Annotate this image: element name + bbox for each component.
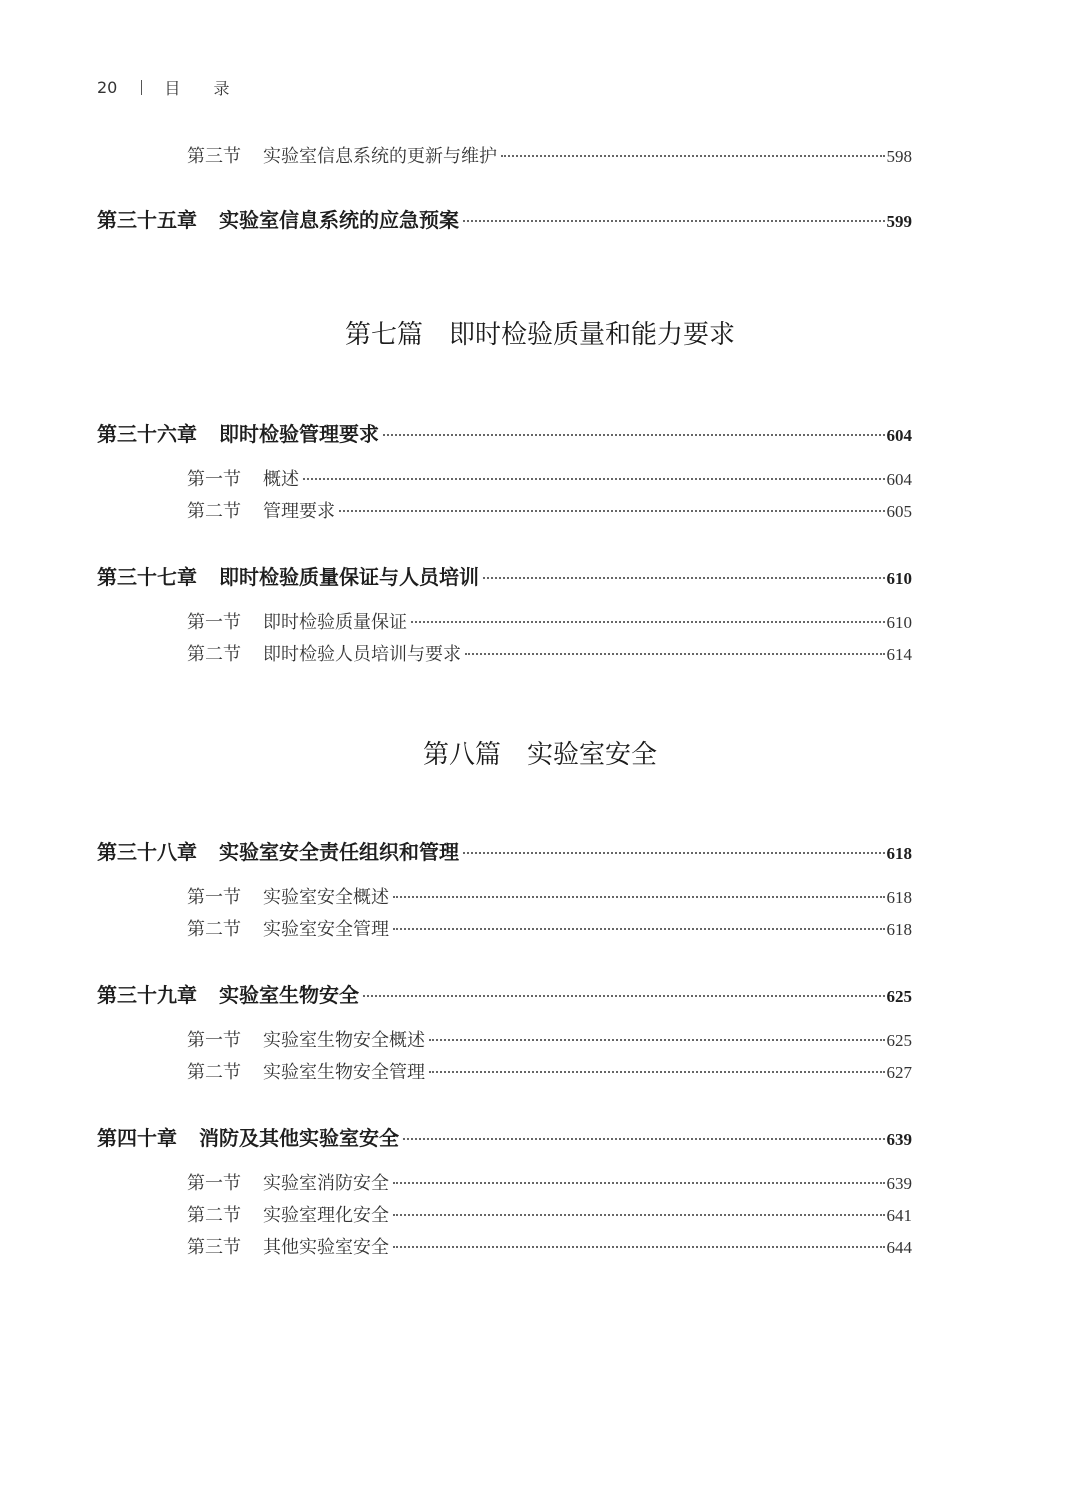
header-divider — [141, 80, 142, 95]
toc-chapter-row[interactable] — [97, 979, 912, 1008]
chapter-title: 消防及其他实验室安全 — [199, 1126, 399, 1150]
dot-leader — [501, 155, 885, 157]
section-title: 概述 — [263, 469, 299, 490]
dot-leader — [303, 478, 885, 480]
dot-leader — [363, 995, 885, 997]
chapter-title: 实验室安全责任组织和管理 — [219, 840, 459, 864]
dot-leader — [429, 1039, 885, 1041]
dot-leader — [393, 928, 885, 930]
toc-section-row[interactable] — [187, 1058, 912, 1084]
section-label: 第二节 — [187, 644, 241, 665]
section-title: 即时检验人员培训与要求 — [263, 644, 461, 665]
dot-leader — [411, 621, 885, 623]
section-label: 第一节 — [187, 612, 241, 633]
dot-leader — [429, 1071, 885, 1073]
section-label: 第一节 — [187, 887, 241, 908]
toc-section-row[interactable] — [187, 1026, 912, 1052]
chapter-label: 第三十七章 — [97, 565, 197, 589]
page-ref: 639 — [886, 1130, 912, 1149]
dot-leader — [393, 1182, 885, 1184]
page-ref: 625 — [886, 1031, 912, 1050]
dot-leader — [339, 510, 885, 512]
dot-leader — [463, 852, 885, 854]
part-heading — [0, 734, 1080, 771]
page-ref: 599 — [886, 212, 912, 231]
part-label: 第七篇 — [344, 320, 423, 350]
dot-leader — [383, 434, 885, 436]
page-number: 20 — [97, 78, 118, 97]
page-ref: 610 — [886, 613, 912, 632]
page-ref: 610 — [886, 569, 912, 588]
toc-section-row[interactable] — [187, 608, 912, 634]
toc-section-row[interactable] — [187, 883, 912, 909]
page-ref: 604 — [886, 470, 912, 489]
chapter-label: 第三十九章 — [97, 983, 197, 1007]
section-label: 第二节 — [187, 1205, 241, 1226]
page-ref: 625 — [886, 987, 912, 1006]
dot-leader — [393, 1214, 885, 1216]
chapter-title: 即时检验质量保证与人员培训 — [219, 565, 479, 589]
chapter-label: 第三十六章 — [97, 422, 197, 446]
chapter-label: 第三十五章 — [97, 208, 197, 232]
chapter-title: 实验室生物安全 — [219, 983, 359, 1007]
page-ref: 639 — [886, 1174, 912, 1193]
page-ref: 644 — [886, 1238, 912, 1257]
toc-chapter-row[interactable] — [97, 836, 912, 865]
section-title: 实验室消防安全 — [263, 1173, 389, 1194]
toc-chapter-row[interactable] — [97, 1122, 912, 1151]
toc-section-row[interactable] — [187, 640, 912, 666]
section-title: 实验室生物安全管理 — [263, 1062, 425, 1083]
page-ref: 604 — [886, 426, 912, 445]
dot-leader — [393, 1246, 885, 1248]
page-ref: 618 — [886, 844, 912, 863]
page-ref: 627 — [886, 1063, 912, 1082]
section-title: 即时检验质量保证 — [263, 612, 407, 633]
dot-leader — [465, 653, 885, 655]
running-header — [97, 76, 243, 99]
section-label: 第一节 — [187, 1030, 241, 1051]
section-title: 实验室信息系统的更新与维护 — [263, 146, 497, 167]
dot-leader — [463, 220, 885, 222]
chapter-title: 即时检验管理要求 — [219, 422, 379, 446]
chapter-label: 第四十章 — [97, 1126, 177, 1150]
section-label: 第一节 — [187, 1173, 241, 1194]
toc-chapter-row[interactable] — [97, 418, 912, 447]
part-title: 即时检验质量和能力要求 — [449, 320, 736, 350]
section-label: 第二节 — [187, 1062, 241, 1083]
dot-leader — [393, 896, 885, 898]
toc-section-row[interactable] — [187, 915, 912, 941]
section-title: 实验室安全概述 — [263, 887, 389, 908]
chapter-label: 第三十八章 — [97, 840, 197, 864]
toc-chapter-row[interactable] — [97, 561, 912, 590]
part-label: 第八篇 — [422, 740, 501, 770]
section-label: 第二节 — [187, 501, 241, 522]
chapter-title: 实验室信息系统的应急预案 — [219, 208, 459, 232]
toc-section-row[interactable] — [187, 1233, 912, 1259]
section-title: 管理要求 — [263, 501, 335, 522]
page-ref: 618 — [886, 888, 912, 907]
page-ref: 614 — [886, 645, 912, 664]
toc-section-row[interactable] — [187, 497, 912, 523]
part-heading — [0, 314, 1080, 351]
section-label: 第二节 — [187, 919, 241, 940]
page-ref: 641 — [886, 1206, 912, 1225]
page-ref: 618 — [886, 920, 912, 939]
section-label: 第三节 — [187, 1237, 241, 1258]
toc-section-row[interactable] — [187, 1201, 912, 1227]
section-title: 实验室生物安全概述 — [263, 1030, 425, 1051]
section-label: 第一节 — [187, 469, 241, 490]
dot-leader — [403, 1138, 885, 1140]
page-ref: 598 — [886, 147, 912, 166]
toc-chapter-row[interactable] — [97, 204, 912, 233]
section-title: 其他实验室安全 — [263, 1237, 389, 1258]
toc-section-row[interactable] — [187, 1169, 912, 1195]
section-label: 第三节 — [187, 146, 241, 167]
part-title: 实验室安全 — [527, 740, 658, 770]
header-title: 目 录 — [164, 79, 244, 98]
toc-section-row[interactable] — [187, 142, 912, 168]
section-title: 实验室理化安全 — [263, 1205, 389, 1226]
section-title: 实验室安全管理 — [263, 919, 389, 940]
dot-leader — [483, 577, 885, 579]
page-ref: 605 — [886, 502, 912, 521]
toc-section-row[interactable] — [187, 465, 912, 491]
